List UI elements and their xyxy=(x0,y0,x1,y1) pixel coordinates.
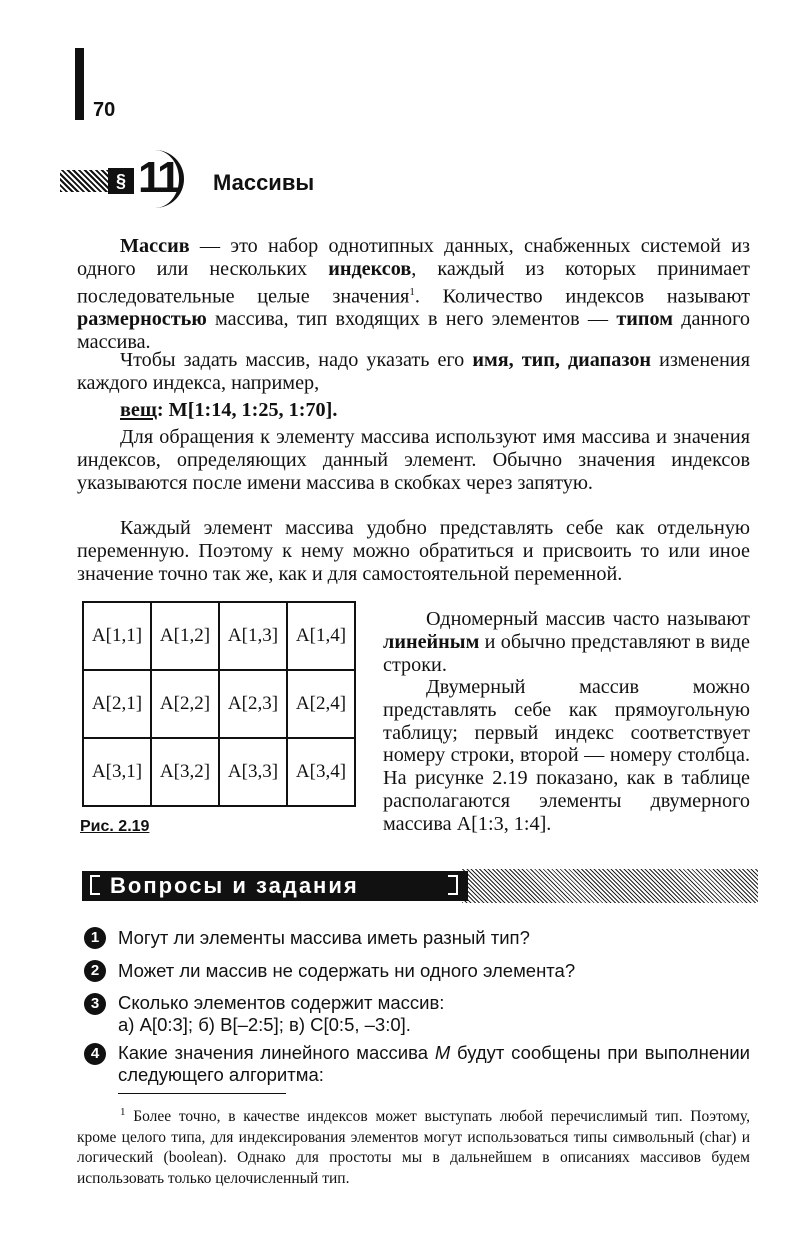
text-span: массива, тип входящих в него элементов — xyxy=(206,308,617,331)
section-symbol: § xyxy=(108,168,134,194)
table-cell: A[2,2] xyxy=(151,670,219,738)
question-number-badge: 2 xyxy=(84,960,106,982)
term-indexes: индексов xyxy=(328,257,412,280)
question-2: Может ли массив не содержать ни одного элемента? xyxy=(118,960,576,981)
questions-banner xyxy=(82,869,758,903)
questions-header xyxy=(82,871,468,901)
bracket-right-decoration xyxy=(448,875,458,895)
paragraph-one-dimensional xyxy=(383,608,750,676)
section-number: 11 xyxy=(138,153,179,202)
table-cell: A[1,3] xyxy=(219,602,287,670)
term-dimension: размерностью xyxy=(77,308,207,331)
section-title: Массивы xyxy=(213,170,315,195)
page-marker-bar xyxy=(75,48,84,120)
table-cell: A[1,2] xyxy=(151,602,219,670)
footnote xyxy=(77,1102,750,1189)
table-row xyxy=(83,602,355,670)
figure-caption: Рис. 2.19 xyxy=(80,818,150,835)
banner-hatch-decoration xyxy=(462,869,758,903)
variable-m: M xyxy=(434,1042,451,1063)
text-span: Сколько элементов содержит массив: xyxy=(118,992,445,1013)
text-span: . Количество индексов называют xyxy=(414,285,750,308)
questions-header-text: Вопросы и задания xyxy=(110,873,359,898)
table-cell: A[2,1] xyxy=(83,670,151,738)
question-3 xyxy=(118,992,750,1036)
term-array: Массив xyxy=(120,235,190,257)
question-number-badge: 4 xyxy=(84,1043,106,1065)
text-span: Более точно, в качестве индексов может выступать любой перечислимый тип. Поэтому, кроме целого типа, для индексирования элементов могут использоваться типы символьный (char) и логический (boolean). Однако для простоты мы в дальнейшем в описаниях массивов будем использовать только целочисленный тип. xyxy=(77,1108,750,1187)
table-cell: A[2,3] xyxy=(219,670,287,738)
table-row xyxy=(83,670,355,738)
text-span: , каждый из которых принимает последовательные целые значения xyxy=(77,257,750,308)
question-number-badge: 1 xyxy=(84,927,106,949)
paragraph-two-dimensional: Двумерный массив можно представлять себе как прямоугольную таблицу; первый индекс соответствует номеру строки, второй — номеру столбца. На рисунке 2.19 показано, как в таблице располагаются элементы двумерного массива A[1:3, 1:4]. xyxy=(383,676,750,835)
table-row xyxy=(83,738,355,806)
text-span: Чтобы задать массив, надо указать его xyxy=(120,349,473,371)
question-1: Могут ли элементы массива иметь разный тип? xyxy=(118,927,530,948)
footnote-ref: 1 xyxy=(409,285,415,298)
keyword-veshch: вещ xyxy=(120,399,157,421)
text-span: и обычно представляют в виде строки. xyxy=(383,630,750,676)
table-cell: A[2,4] xyxy=(287,670,355,738)
page-number: 70 xyxy=(93,99,116,121)
text-span: Одномерный массив часто называют xyxy=(426,608,750,630)
paragraph-definition xyxy=(77,235,750,354)
term-name-type-range: имя, тип, диапазон xyxy=(472,349,652,371)
text-span: данного массива. xyxy=(77,308,751,353)
paragraph-declaration xyxy=(77,349,750,395)
text-span: изменения каждого индекса, например, xyxy=(77,349,750,394)
text-span: Какие значения линейного массива xyxy=(118,1042,435,1063)
question-3-options: а) A[0:3]; б) B[–2:5]; в) C[0:5, –3:0]. xyxy=(118,1014,411,1035)
term-type: типом xyxy=(616,308,673,331)
footnote-divider xyxy=(118,1093,286,1094)
table-cell: A[3,1] xyxy=(83,738,151,806)
array-figure-table xyxy=(82,601,356,807)
table-cell: A[3,3] xyxy=(219,738,287,806)
text-span: — это набор однотипных данных, снабженных системой из одного или нескольких xyxy=(77,235,750,280)
text-span: будут сообщены при выполнении следующего алгоритма: xyxy=(118,1042,750,1085)
bracket-left-decoration xyxy=(90,875,100,895)
declaration-example xyxy=(120,399,720,422)
table-cell: A[1,4] xyxy=(287,602,355,670)
paragraph-access: Для обращения к элементу массива используют имя массива и значения индексов, определяющих данный элемент. Обычно значения индексов указываются после имени массива в скобках через запятую. xyxy=(77,426,750,494)
table-cell: A[3,2] xyxy=(151,738,219,806)
declaration-body: : M[1:14, 1:25, 1:70]. xyxy=(156,399,338,421)
table-cell: A[3,4] xyxy=(287,738,355,806)
question-4 xyxy=(118,1042,750,1086)
paragraph-variable: Каждый элемент массива удобно представлять себе как отдельную переменную. Поэтому к нему можно обратиться и присвоить то или иное значение точно так же, как и для самостоятельной переменной. xyxy=(77,517,750,585)
footnote-mark: 1 xyxy=(120,1106,126,1118)
term-linear: линейным xyxy=(383,630,480,653)
table-cell: A[1,1] xyxy=(83,602,151,670)
question-number-badge: 3 xyxy=(84,993,106,1015)
